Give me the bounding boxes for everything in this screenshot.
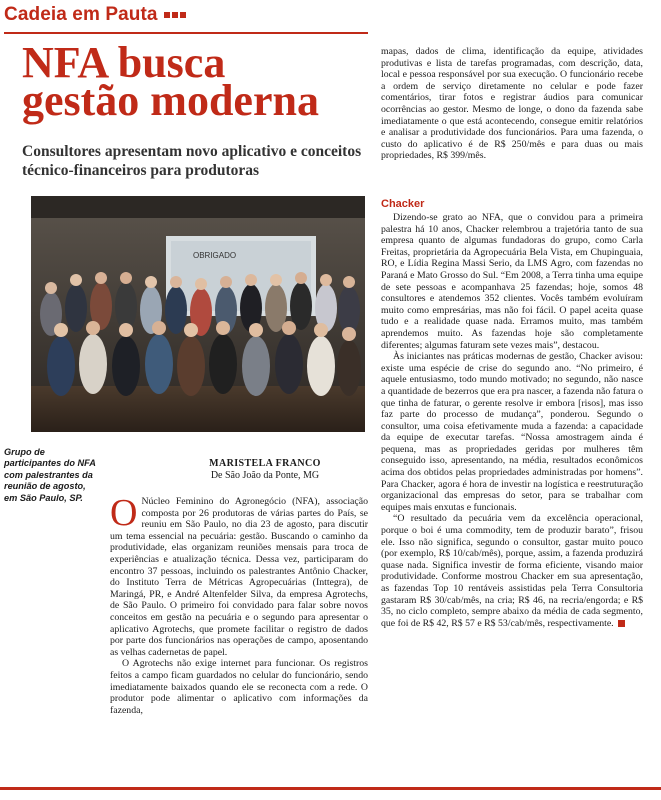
body-column-right-top — [381, 46, 643, 162]
group-photo-illustration — [31, 196, 365, 432]
body-paragraph-1 — [110, 492, 368, 658]
author-location: De São João da Ponte, MG — [210, 470, 320, 481]
byline — [160, 458, 370, 482]
headline-line-1: NFA busca — [22, 38, 226, 87]
body-paragraph-1-text: Núcleo Feminino do Agronegócio (NFA), associação composta por 26 produtoras de várias partes do País, se reuniu em São Paulo, no dia 23 de agosto, para discutir um tema essencial na pecuária: gestão. Buscando o caminho da produtividade, elas organizam reuniões mensais para troca de experiências e atualização técnica. Dessa vez, participaram do encontro 37 pessoas, incluindo os palestrantes Antônio Chacker, do Instituto Terra de Métricas Agropecuárias (Inttegra), de Maringá, PR, e André Altenfelder Silva, da empresa Agrotechs, de São Paulo. O primeiro foi convidado para falar sobre novos conceitos em gestão na pecuária e o segundo para apresentar o aplicativo Agrotechs, que promete facilitar o registro de dados por parte dos funcionários nas operações de campo, aposentando as velhas cadernetas de papel. — [110, 496, 368, 658]
body-paragraph-2-continued: mapas, dados de clima, identificação da equipe, atividades produtivas e lista de tarefas programadas, com descrição, data, local e pessoa responsável por sua execução. O funcionário recebe a ordem de serviço diretamente no celular e pode fazer comentários, tirar fotos e registrar áudios para comunicar ocorrências ao gestor. Mesmo de longe, o dono da fazenda sabe imediatamente o que está acontecendo, consegue emitir relatórios e analisar a produtividade dos funcionários. Para uma fazenda, o custo do aplicativo é de R$ 250/mês e para duas ou mais propriedades, R$ 399/mês. — [381, 46, 643, 162]
body-column-right — [381, 212, 643, 629]
group-photo — [31, 196, 365, 432]
section-squares-icon — [164, 12, 186, 18]
photo-caption: Grupo de participantes do NFA com palestrantes da reunião de agosto, em São Paulo, SP. — [4, 447, 96, 503]
body-column-middle — [110, 492, 368, 716]
end-mark-icon — [618, 620, 625, 627]
section-label — [4, 4, 186, 26]
headline-line-2: gestão moderna — [22, 76, 319, 125]
subheadline: Consultores apresentam novo aplicativo e conceitos técnico-financeiros para produtoras — [22, 143, 362, 179]
body-paragraph-3: Dizendo-se grato ao NFA, que o convidou para a primeira palestra há 10 anos, Chacker relembrou a trajetória tanto de sua empresa quanto de algumas fundadoras do grupo, como Carla Freitas, proprietária da Agropecuária Bela Vista, em Chupinguaia, RO, e Lídia Regina Massi Serio, da LMS Agro, com fazendas no Paraná e Mato Grosso do Sul. “Em 2008, a Terra tinha uma equipe de sete pessoas e acompanhava 25 fazendas; hoje, somos 48 consultores e atendemos 352 clientes. Vocês também evoluíram muito como empresárias, mas não foi fácil. O papel aceita quase tudo e a realidade quase nada. Erramos muito, mas também aprendemos muito. As fazendas hoje são completamente diferentes; algumas faturam sete vezes mais”, destacou. — [381, 212, 643, 351]
section-rule — [4, 32, 368, 34]
body-paragraph-5 — [381, 513, 643, 629]
body-paragraph-2: O Agrotechs não exige internet para funcionar. Os registros feitos a campo ficam guardados no celular do funcionário, sendo imediatamente baixados quando ele se reconecta com a rede. O produtor pode alimentar o aplicativo com informações da fazenda, — [110, 658, 368, 716]
section-subtitle-chacker: Chacker — [381, 198, 425, 210]
headline — [22, 38, 372, 125]
body-paragraph-4: Às iniciantes nas práticas modernas de gestão, Chacker avisou: existe uma espécie de crise do segundo ano. “No primeiro, é aquele entusiasmo, todo mundo motivado; no segundo, não nasce a quantidade de bezerros que era pra nascer, a fazenda não fatura o que tinha de faturar, o gerente resolve ir embora [risos], mas isso faz parte do processo de mudança”, ponderou. Segundo o consultor, uma coisa efetivamente muda a fazenda: a capacidade da equipe de executar tarefas. “Nossa amostragem ainda é pequena, mas as propriedades geridas por mulheres têm conseguido isso, apresentando, na média, resultados econômicos acima dos obtidos pelas propriedades administradas por homens”. Para Chacker, agora é hora de investir na logística e reestruturação organizacional das empresas do setor, para se trabalhar com equipes mais enxutas e funcionais. — [381, 351, 643, 513]
body-paragraph-5-text: “O resultado da pecuária vem da excelência operacional, porque o boi é uma commodity, tem de produzir barato”, frisou ele. Isso não significa, segundo o consultor, gastar muito pouco (por exemplo, R$ 10/cab/mês), porque, assim, a fazenda produzirá quase nada. Significa investir de forma eficiente, visando maior produtividade. Conforme mostrou Chacker em sua apresentação, as fazendas Top 10 rentáveis assistidas pela Terra Consultoria gastaram R$ 30/cab/mês, na cria; R$ 46, na recria/engorda; e R$ 35, no ciclo completo, sempre abaixo da média de cada segmento, que foi de R$ 42, R$ 57 e R$ 53/cab/mês, respectivamente. — [381, 513, 643, 629]
author-name: MARISTELA FRANCO — [209, 458, 321, 469]
section-name: Cadeia em Pauta — [4, 4, 158, 25]
drop-cap: O — [110, 492, 138, 534]
bottom-rule — [0, 787, 661, 790]
projector-screen-text: OBRIGADO — [193, 251, 237, 260]
